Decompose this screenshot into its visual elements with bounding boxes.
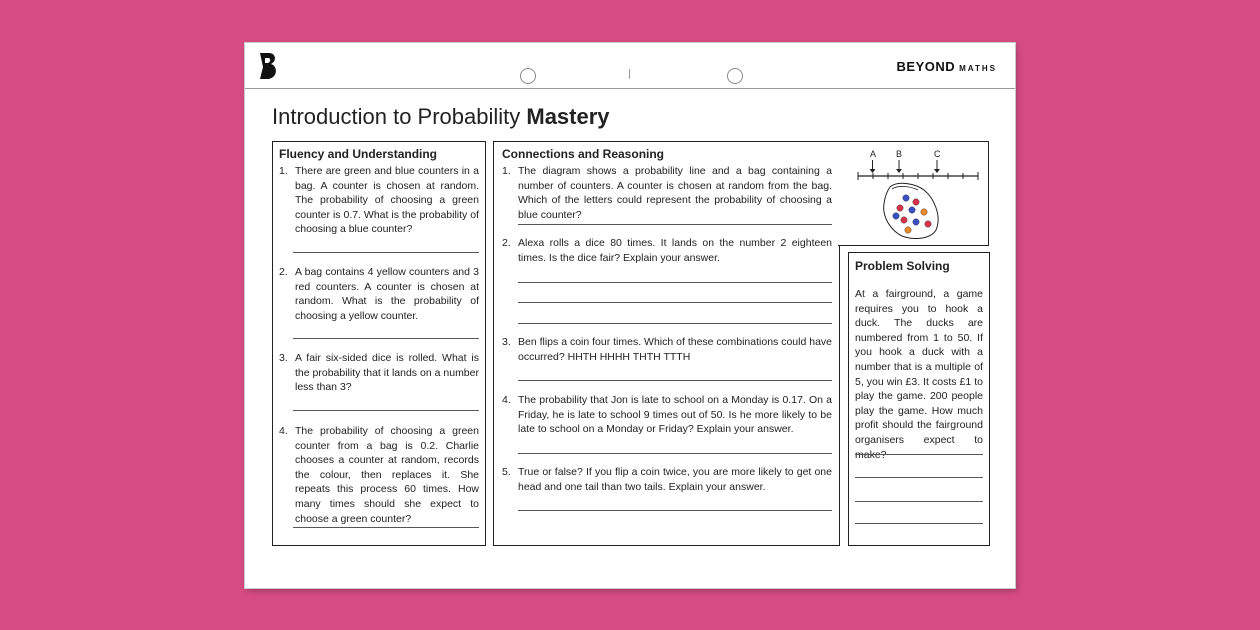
brand-main: BEYOND (896, 59, 956, 74)
question-number: 2. (502, 237, 511, 249)
answer-line[interactable] (293, 527, 479, 528)
answer-line[interactable] (518, 323, 832, 324)
question-text: The probability of choosing a green counter from a bag is 0.2. Charlie chooses a counter at random, records the colour, then replaces it. She repeats this process 60 times. How many times should she expect to choose a green counter? (295, 425, 479, 525)
answer-line[interactable] (518, 282, 832, 283)
label-c: C (934, 149, 941, 159)
beyond-logo-icon (257, 51, 281, 81)
question-number: 4. (279, 425, 288, 437)
answer-line[interactable] (855, 501, 983, 502)
answer-line[interactable] (518, 224, 832, 225)
answer-line[interactable] (518, 510, 832, 511)
question-number: 3. (502, 336, 511, 348)
question-number: 1. (279, 165, 288, 177)
label-b: B (896, 149, 903, 159)
answer-line[interactable] (518, 380, 832, 381)
diagram-box (838, 141, 989, 246)
answer-line[interactable] (855, 477, 983, 478)
arrow-a (870, 160, 876, 173)
question-text: The probability that Jon is late to school on a Monday is 0.17. On a Friday, he is late to school 9 times out of 50. Is he more likely to be late to school on a Monday or Friday? Explain your answer. (518, 394, 832, 436)
counter (913, 219, 919, 225)
punch-hole-left (520, 68, 536, 84)
answer-line[interactable] (518, 453, 832, 454)
question-text: The diagram shows a probability line and a bag containing a number of counters. A counter is chosen at random from the bag. Which of the letters could represent the probability of choosing a blue counter? (518, 165, 832, 221)
connections-heading: Connections and Reasoning (502, 147, 665, 161)
counter (921, 209, 927, 215)
probability-line (858, 172, 978, 180)
answer-line[interactable] (518, 302, 832, 303)
counter (897, 205, 903, 211)
problem-text: At a fairground, a game requires you to hook a duck. The ducks are numbered from 1 to 50. If you hook a duck with a number that is a multiple of 5, you win £3. It costs £1 to play the game. 200 people play the game. How much profit should the fairground organisers expect to (855, 288, 983, 446)
counter (909, 207, 915, 213)
worksheet-page (245, 43, 1015, 588)
answer-line[interactable] (293, 252, 479, 253)
punch-hole-right (727, 68, 743, 84)
answer-line[interactable] (855, 523, 983, 524)
brand-wordmark (897, 59, 997, 74)
problem-section (848, 252, 990, 546)
counter (893, 213, 899, 219)
question-text: A bag contains 4 yellow counters and 3 red counters. A counter is chosen at random. What is the probability of choosing a yellow counter. (295, 266, 479, 322)
counter (903, 195, 909, 201)
connections-section (493, 141, 840, 546)
center-mark (629, 69, 630, 79)
title-main: Introduction to Probability (272, 104, 527, 129)
answer-line[interactable] (293, 338, 479, 339)
label-a: A (870, 149, 877, 159)
arrow-c (934, 160, 940, 173)
fluency-heading: Fluency and Understanding (279, 147, 438, 161)
page-title (272, 104, 610, 130)
worksheet-header (245, 43, 1015, 89)
counter (913, 199, 919, 205)
arrow-b (896, 160, 902, 173)
brand-sub: MATHS (959, 64, 997, 73)
fluency-section (272, 141, 486, 546)
question-text: True or false? If you flip a coin twice, you are more likely to get one head and one tail than two tails. Explain your answer. (518, 466, 832, 493)
question-text: Alexa rolls a dice 80 times. It lands on the number 2 eighteen times. Is the dice fair? Explain your answer. (518, 237, 832, 264)
problem-heading: Problem Solving (855, 259, 950, 273)
answer-line[interactable] (293, 410, 479, 411)
answer-line[interactable] (855, 454, 983, 455)
question-text: Ben flips a coin four times. Which of these combinations could have occurred? HHTH HHHH THTH TTTH (518, 336, 832, 363)
question-number: 1. (502, 165, 511, 177)
question-number: 5. (502, 466, 511, 478)
counter (925, 221, 931, 227)
counter (905, 227, 911, 233)
question-number: 2. (279, 266, 288, 278)
question-number: 4. (502, 394, 511, 406)
title-bold: Mastery (526, 104, 610, 129)
question-text: A fair six-sided dice is rolled. What is the probability that it lands on a number less than 3? (295, 352, 479, 394)
counter (901, 217, 907, 223)
probability-diagram (838, 142, 988, 245)
question-number: 3. (279, 352, 288, 364)
question-text: There are green and blue counters in a bag. A counter is chosen at random. The probability of choosing a green counter is 0.7. What is the probability of choosing a blue counter? (295, 165, 479, 236)
